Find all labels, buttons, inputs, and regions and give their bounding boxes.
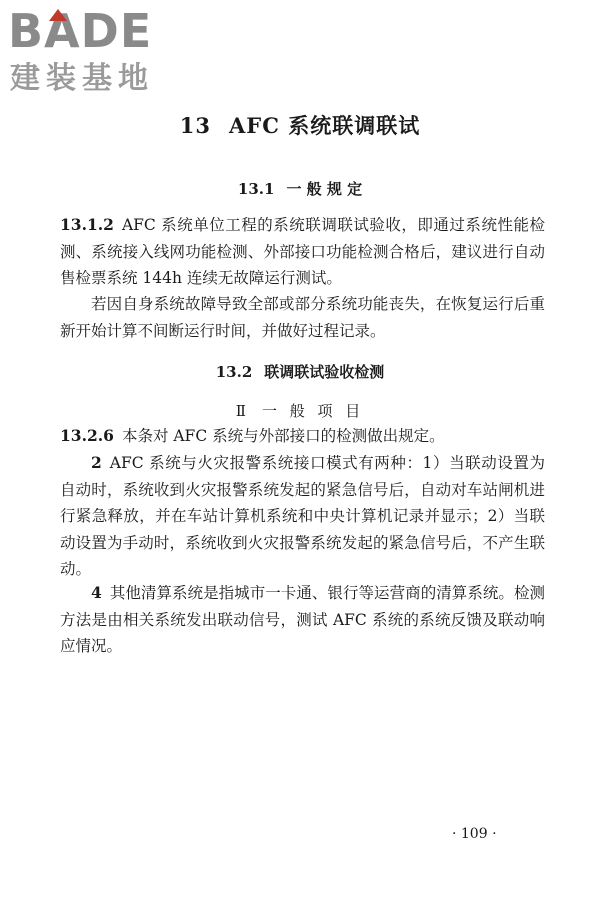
- logo-accent-triangle: [49, 9, 67, 21]
- clause-13-2-6: [60, 423, 545, 450]
- chapter-title: [0, 110, 600, 140]
- page-number: · 109 ·: [452, 826, 497, 842]
- clause-text: AFC 系统单位工程的系统联调联试验收，即通过系统性能检测、系统接入线网功能检测、外部接口功能检测合格后，建议进行自动售检票系统 144h 连续无故障运行测试。: [60, 216, 545, 287]
- section-number: 13.2: [215, 363, 253, 381]
- clause-text: 本条对 AFC 系统与外部接口的检测做出规定。: [121, 427, 445, 445]
- section-heading-13-1: [0, 178, 600, 199]
- section-title: 一 般 规 定: [286, 180, 363, 198]
- clause-13-1-2: [60, 212, 545, 292]
- subsection-title: 一 般 项 目: [261, 402, 365, 420]
- paragraph-text: 若因自身系统故障导致全部或部分系统功能丧失，在恢复运行后重新开始计算不间断运行时间，并做好过程记录。: [60, 295, 545, 340]
- item-text: AFC 系统与火灾报警系统接口模式有两种：1）当联动设置为自动时，系统收到火灾报警系统发起的紧急信号后，自动对车站闸机进行紧急释放，并在车站计算机系统和中央计算机记录并显示；2）当联动设置为手动时，系统收到火灾报警系统发起的紧急信号后，不产生联动。: [60, 454, 545, 578]
- section-title: 联调联试验收检测: [264, 363, 385, 381]
- clause-number: 13.1.2: [60, 215, 114, 234]
- item-2: [60, 450, 545, 583]
- paragraph-continuation: [60, 291, 545, 344]
- item-4: [60, 580, 545, 660]
- subsection-heading: [0, 400, 600, 421]
- section-heading-13-2: [0, 361, 600, 382]
- logo-subtitle: 建装基地: [10, 61, 154, 96]
- clause-number: 13.2.6: [60, 426, 114, 445]
- logo-wordmark: BADE: [8, 4, 153, 58]
- publisher-logo: [8, 6, 178, 102]
- chapter-number: 13: [179, 113, 211, 138]
- item-number: 2: [91, 453, 102, 472]
- section-number: 13.1: [237, 180, 275, 198]
- item-text: 其他清算系统是指城市一卡通、银行等运营商的清算系统。检测方法是由相关系统发出联动信号，测试 AFC 系统的系统反馈及联动响应情况。: [60, 584, 545, 655]
- subsection-roman: Ⅱ: [235, 402, 246, 420]
- item-number: 4: [91, 583, 102, 602]
- chapter-title-text: AFC 系统联调联试: [229, 113, 421, 138]
